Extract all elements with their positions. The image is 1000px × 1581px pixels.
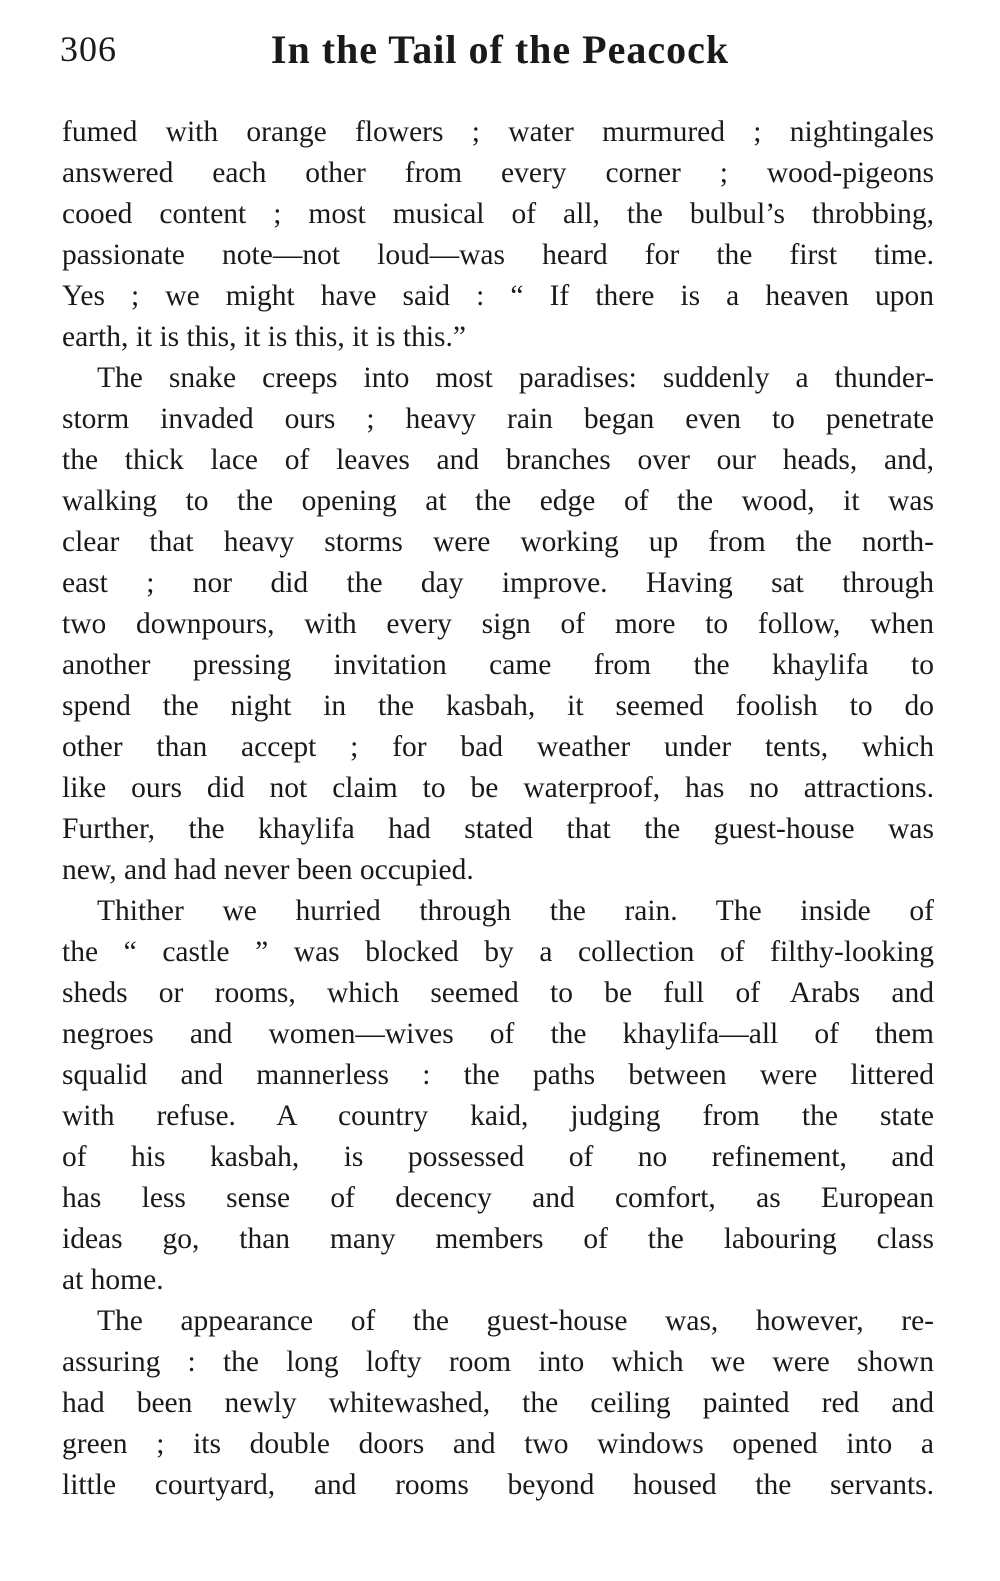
text-line: storm invaded ours ; heavy rain began even to penetrate: [62, 403, 934, 435]
text-line: spend the night in the kasbah, it seemed foolish to do: [62, 690, 934, 722]
text-line: has less sense of decency and comfort, as European: [62, 1182, 934, 1214]
text-line: the “ castle ” was blocked by a collection of filthy-looking: [62, 936, 934, 968]
text-line: cooed content ; most musical of all, the bulbul’s throbbing,: [62, 198, 934, 230]
text-line: of his kasbah, is possessed of no refinement, and: [62, 1141, 934, 1173]
text-line: passionate note—not loud—was heard for the first time.: [62, 239, 934, 271]
page-number: 306: [60, 29, 117, 69]
text-line: new, and had never been occupied.: [62, 854, 474, 886]
text-line: at home.: [62, 1264, 164, 1296]
text-line: with refuse. A country kaid, judging from the state: [62, 1100, 934, 1132]
text-line: east ; nor did the day improve. Having sat through: [62, 567, 934, 599]
text-line: two downpours, with every sign of more to follow, when: [62, 608, 934, 640]
text-line: fumed with orange flowers ; water murmured ; nightingales: [62, 116, 934, 148]
text-line: walking to the opening at the edge of the wood, it was: [62, 485, 934, 517]
text-line: squalid and mannerless : the paths between were littered: [62, 1059, 934, 1091]
text-line: assuring : the long lofty room into which we were shown: [62, 1346, 934, 1378]
text-line: Yes ; we might have said : “ If there is a heaven upon: [62, 280, 934, 312]
text-line: ideas go, than many members of the labouring class: [62, 1223, 934, 1255]
text-line: green ; its double doors and two windows opened into a: [62, 1428, 934, 1460]
text-line: had been newly whitewashed, the ceiling painted red and: [62, 1387, 934, 1419]
text-line: The appearance of the guest-house was, however, re-: [97, 1305, 934, 1337]
body-text: [62, 112, 934, 1506]
text-line: Further, the khaylifa had stated that the guest-house was: [62, 813, 934, 845]
text-line: negroes and women—wives of the khaylifa—all of them: [62, 1018, 934, 1050]
text-line: clear that heavy storms were working up from the north-: [62, 526, 934, 558]
text-line: Thither we hurried through the rain. The inside of: [97, 895, 934, 927]
text-line: The snake creeps into most paradises: suddenly a thunder-: [97, 362, 934, 394]
text-line: answered each other from every corner ; wood-pigeons: [62, 157, 934, 189]
text-line: little courtyard, and rooms beyond housed the servants.: [62, 1469, 934, 1501]
text-line: another pressing invitation came from the khaylifa to: [62, 649, 934, 681]
text-line: earth, it is this, it is this, it is this.”: [62, 321, 466, 353]
text-line: like ours did not claim to be waterproof, has no attractions.: [62, 772, 934, 804]
running-title: In the Tail of the Peacock: [270, 27, 730, 72]
text-line: sheds or rooms, which seemed to be full of Arabs and: [62, 977, 934, 1009]
text-line: the thick lace of leaves and branches over our heads, and,: [62, 444, 934, 476]
text-line: other than accept ; for bad weather under tents, which: [62, 731, 934, 763]
